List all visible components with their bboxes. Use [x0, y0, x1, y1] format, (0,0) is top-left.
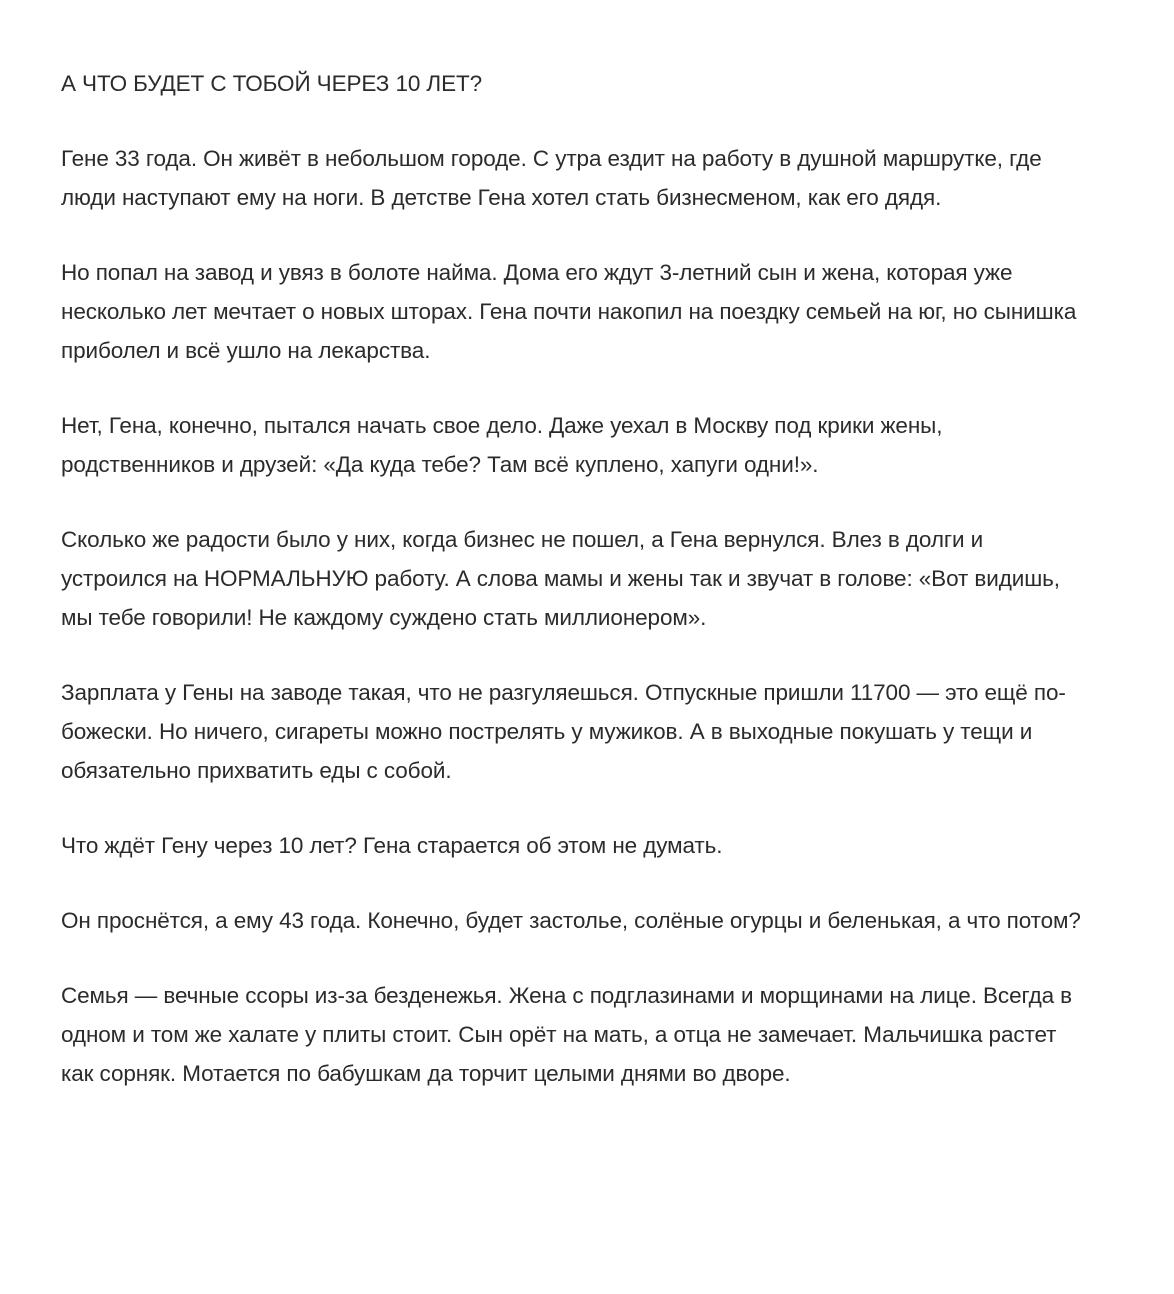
- article-paragraph: Он проснётся, а ему 43 года. Конечно, будет застолье, солёные огурцы и беленькая, а что потом?: [61, 908, 1081, 933]
- article-paragraph: Зарплата у Гены на заводе такая, что не разгуляешься. Отпускные пришли 11700 — это ещё по-божески. Но ничего, сигареты можно пострелять у мужиков. А в выходные покушать у тещи и обязательно прихватить еды с собой.: [61, 680, 1066, 783]
- article: [61, 64, 1082, 1093]
- article-paragraph: Что ждёт Гену через 10 лет? Гена старается об этом не думать.: [61, 833, 723, 858]
- article-title: А ЧТО БУДЕТ С ТОБОЙ ЧЕРЕЗ 10 ЛЕТ?: [61, 71, 483, 96]
- article-paragraph: Гене 33 года. Он живёт в небольшом городе. С утра ездит на работу в душной маршрутке, где люди наступают ему на ноги. В детстве Гена хотел стать бизнесменом, как его дядя.: [61, 146, 1042, 210]
- article-paragraph: Семья — вечные ссоры из-за безденежья. Жена с подглазинами и морщинами на лице. Всегда в одном и том же халате у плиты стоит. Сын орёт на мать, а отца не замечает. Мальчишка растет как сорняк. Мотается по бабушкам да торчит целыми днями во дворе.: [61, 983, 1073, 1086]
- article-paragraph: Сколько же радости было у них, когда бизнес не пошел, а Гена вернулся. Влез в долги и устроился на НОРМАЛЬНУЮ работу. А слова мамы и жены так и звучат в голове: «Вот видишь, мы тебе говорили! Не каждому суждено стать миллионером».: [61, 527, 1060, 630]
- article-paragraph: Нет, Гена, конечно, пытался начать свое дело. Даже уехал в Москву под крики жены, родственников и друзей: «Да куда тебе? Там всё куплено, хапуги одни!».: [61, 413, 943, 477]
- article-paragraph: Но попал на завод и увяз в болоте найма. Дома его ждут 3-летний сын и жена, которая уже несколько лет мечтает о новых шторах. Гена почти накопил на поездку семьей на юг, но сынишка приболел и всё ушло на лекарства.: [61, 260, 1077, 363]
